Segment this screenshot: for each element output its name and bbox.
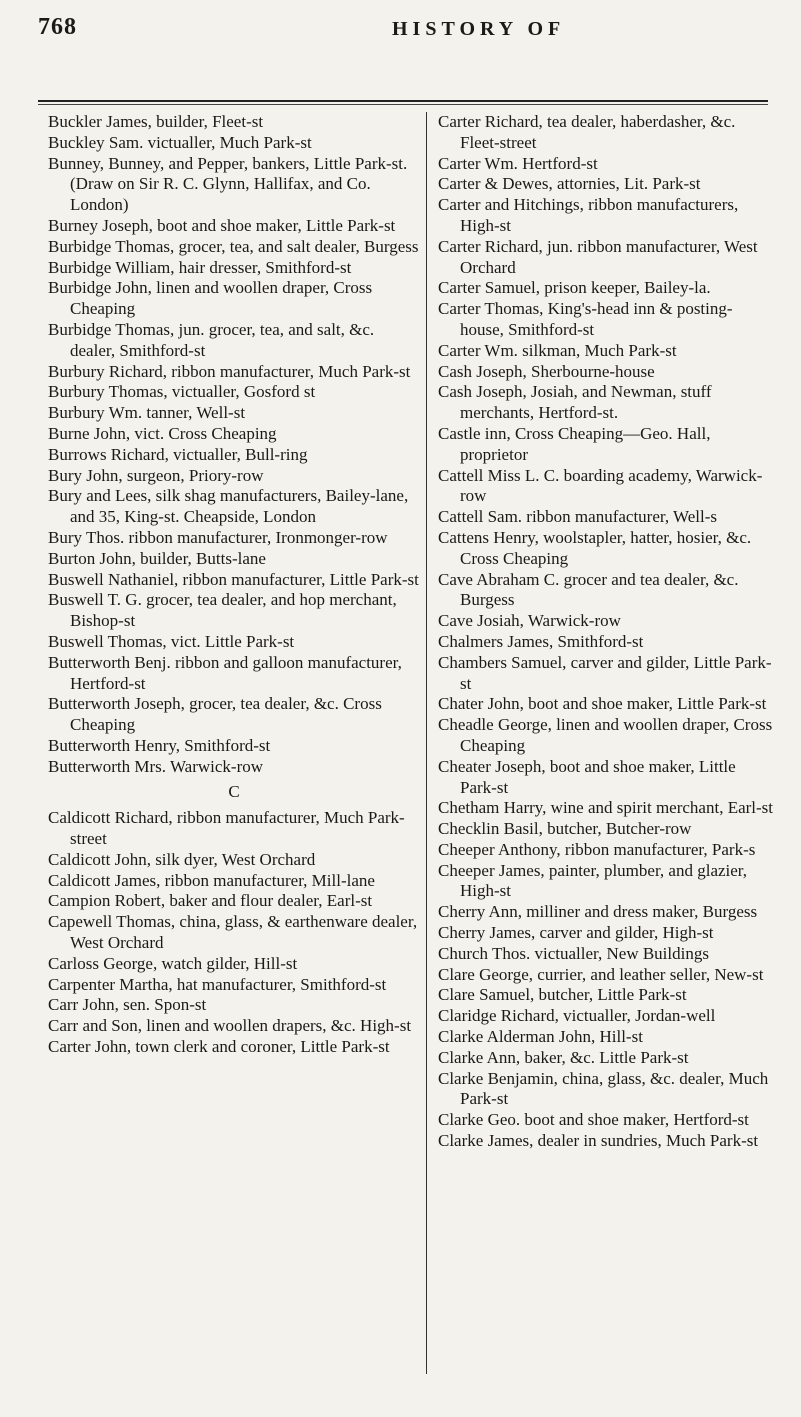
entries-c-list xyxy=(48,808,420,1058)
directory-entry: Carter John, town clerk and coroner, Little Park-st xyxy=(48,1037,390,1057)
directory-entry: Cherry James, carver and gilder, High-st xyxy=(438,923,714,943)
directory-entry: Clare George, currier, and leather seller, New-st xyxy=(438,964,764,984)
directory-entry: Butterworth Henry, Smithford-st xyxy=(48,735,271,755)
directory-entry: Campion Robert, baker and flour dealer, Earl-st xyxy=(48,891,373,911)
directory-entry: Bury John, surgeon, Priory-row xyxy=(48,465,264,485)
directory-entry: Carloss George, watch gilder, Hill-st xyxy=(48,953,298,973)
directory-entry: Cave Abraham C. grocer and tea dealer, &c. Burgess xyxy=(438,569,739,610)
directory-entry: Buswell Thomas, vict. Little Park-st xyxy=(48,631,295,651)
directory-entry: Burne John, vict. Cross Cheaping xyxy=(48,423,277,443)
directory-entry: Chater John, boot and shoe maker, Little Park-st xyxy=(438,694,767,714)
directory-entry: Carter and Hitchings, ribbon manufacturers, High-st xyxy=(438,195,739,235)
directory-entry: Cattell Miss L. C. boarding academy, Warwick-row xyxy=(438,465,763,506)
directory-entry: Burbury Wm. tanner, Well-st xyxy=(48,403,246,423)
directory-entry: Carter Samuel, prison keeper, Bailey-la. xyxy=(438,278,711,298)
directory-entry: Chetham Harry, wine and spirit merchant, Earl-st xyxy=(438,798,774,818)
directory-entry: Chalmers James, Smithford-st xyxy=(438,631,644,651)
right-column xyxy=(438,112,776,1152)
directory-entry: Carter & Dewes, attornies, Lit. Park-st xyxy=(438,174,701,194)
directory-entry: Cash Joseph, Sherbourne-house xyxy=(438,361,655,381)
directory-entry: Carter Richard, tea dealer, haberdasher, &c. Fleet-street xyxy=(438,112,736,152)
directory-entry: Butterworth Mrs. Warwick-row xyxy=(48,756,264,776)
directory-entry: Bury Thos. ribbon manufacturer, Ironmonger-row xyxy=(48,527,388,547)
column-divider xyxy=(426,112,427,1374)
directory-entry: Carter Richard, jun. ribbon manufacturer, West Orchard xyxy=(438,236,758,277)
directory-entry: Carter Wm. Hertford-st xyxy=(438,153,598,173)
directory-entry: Cattens Henry, woolstapler, hatter, hosier, &c. Cross Cheaping xyxy=(438,527,752,568)
header-rule-thin xyxy=(38,104,768,105)
directory-entry: Clarke Ann, baker, &c. Little Park-st xyxy=(438,1047,689,1067)
directory-entry: Carr John, sen. Spon-st xyxy=(48,995,207,1015)
directory-entry: Burrows Richard, victualler, Bull-ring xyxy=(48,444,308,464)
directory-entry: Butterworth Benj. ribbon and galloon manufacturer, Hertford-st xyxy=(48,652,402,693)
directory-entry: Bunney, Bunney, and Pepper, bankers, Little Park-st. (Draw on Sir R. C. Glynn, Hallifax, and Co. London) xyxy=(48,153,408,215)
directory-entry: Clarke Geo. boot and shoe maker, Hertford-st xyxy=(438,1110,749,1130)
directory-entry: Clarke Benjamin, china, glass, &c. dealer, Much Park-st xyxy=(438,1068,769,1109)
directory-entry: Burton John, builder, Butts-lane xyxy=(48,548,266,568)
directory-entry: Capewell Thomas, china, glass, & earthenware dealer, West Orchard xyxy=(48,912,418,953)
directory-entry: Cherry Ann, milliner and dress maker, Burgess xyxy=(438,902,758,922)
directory-entry: Caldicott James, ribbon manufacturer, Mill-lane xyxy=(48,870,375,890)
directory-entry: Checklin Basil, butcher, Butcher-row xyxy=(438,819,692,839)
directory-entry: Burbidge John, linen and woollen draper, Cross Cheaping xyxy=(48,278,373,319)
directory-entry: Cattell Sam. ribbon manufacturer, Well-s xyxy=(438,507,718,527)
directory-entry: Cheeper Anthony, ribbon manufacturer, Park-s xyxy=(438,839,756,859)
page-header xyxy=(0,0,801,110)
directory-entry: Carter Thomas, King's-head inn & posting-house, Smithford-st xyxy=(438,299,733,339)
directory-entry: Butterworth Joseph, grocer, tea dealer, &c. Cross Cheaping xyxy=(48,694,382,735)
directory-entry: Buckler James, builder, Fleet-st xyxy=(48,112,264,131)
directory-entry: Cheater Joseph, boot and shoe maker, Little Park-st xyxy=(438,756,736,797)
section-letter-c: C xyxy=(228,781,240,801)
directory-entry: Burney Joseph, boot and shoe maker, Little Park-st xyxy=(48,215,396,235)
directory-entry: Burbidge Thomas, grocer, tea, and salt dealer, Burgess xyxy=(48,236,419,256)
left-column xyxy=(48,112,420,1058)
directory-entry: Burbury Richard, ribbon manufacturer, Much Park-st xyxy=(48,361,411,381)
directory-entry: Burbidge Thomas, jun. grocer, tea, and salt, &c. dealer, Smithford-st xyxy=(48,319,375,360)
directory-entry: Castle inn, Cross Cheaping—Geo. Hall, proprietor xyxy=(438,423,711,464)
directory-entry: Clare Samuel, butcher, Little Park-st xyxy=(438,985,687,1005)
directory-entry: Clarke Alderman John, Hill-st xyxy=(438,1027,643,1047)
directory-entry: Caldicott John, silk dyer, West Orchard xyxy=(48,849,316,869)
directory-entry: Caldicott Richard, ribbon manufacturer, Much Park-street xyxy=(48,808,405,849)
directory-entry: Cash Joseph, Josiah, and Newman, stuff merchants, Hertford-st. xyxy=(438,382,712,423)
directory-entry: Church Thos. victualler, New Buildings xyxy=(438,943,709,963)
directory-entry: Chambers Samuel, carver and gilder, Little Park-st xyxy=(438,652,772,693)
directory-entry: Buswell Nathaniel, ribbon manufacturer, Little Park-st xyxy=(48,569,419,589)
directory-entry: Carpenter Martha, hat manufacturer, Smithford-st xyxy=(48,974,387,994)
directory-entry: Claridge Richard, victualler, Jordan-well xyxy=(438,1006,716,1026)
directory-entry: Carter Wm. silkman, Much Park-st xyxy=(438,340,677,360)
directory-entry: Cave Josiah, Warwick-row xyxy=(438,611,621,631)
directory-entry: Bury and Lees, silk shag manufacturers, Bailey-lane, and 35, King-st. Cheapside, London xyxy=(48,486,409,527)
running-head: HISTORY OF xyxy=(392,18,566,40)
directory-entry: Cheadle George, linen and woollen draper, Cross Cheaping xyxy=(438,715,773,755)
directory-entry: Buckley Sam. victualler, Much Park-st xyxy=(48,132,312,152)
entries-b-list xyxy=(48,112,420,778)
directory-entry: Buswell T. G. grocer, tea dealer, and hop merchant, Bishop-st xyxy=(48,590,397,631)
directory-entry: Burbidge William, hair dresser, Smithford-st xyxy=(48,257,352,277)
directory-entry: Clarke James, dealer in sundries, Much Park-st xyxy=(438,1131,759,1151)
directory-entry: Carr and Son, linen and woollen drapers, &c. High-st xyxy=(48,1016,412,1036)
header-rule xyxy=(38,100,768,102)
page-number: 768 xyxy=(38,14,77,40)
directory-entry: Burbury Thomas, victualler, Gosford st xyxy=(48,382,316,402)
directory-entry: Cheeper James, painter, plumber, and glazier, High-st xyxy=(438,860,748,901)
